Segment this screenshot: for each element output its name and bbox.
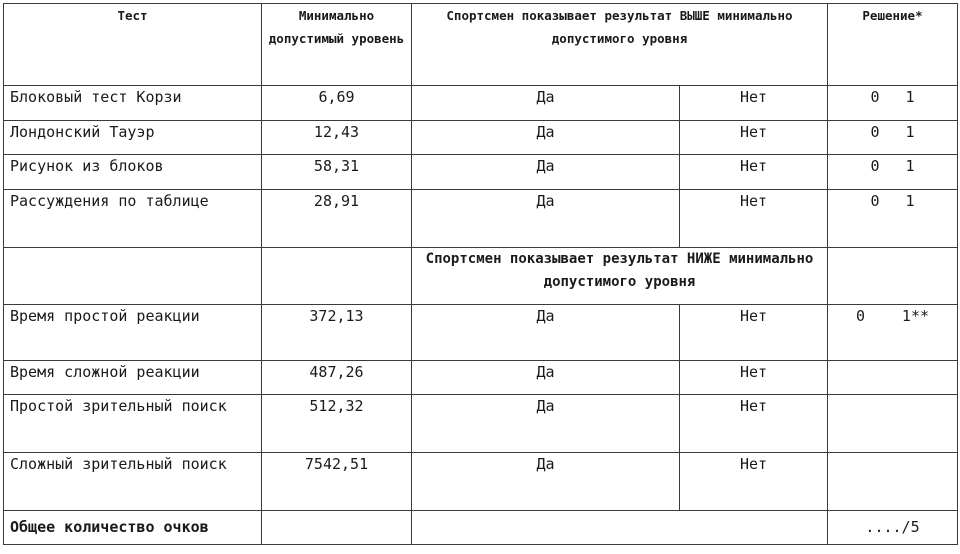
- test-name: Рисунок из блоков: [4, 155, 262, 190]
- min-value: 487,26: [262, 361, 412, 395]
- table-row: [4, 395, 958, 453]
- decision-cell: [828, 155, 958, 190]
- decision-cell: [828, 453, 958, 511]
- yes-cell: Да: [412, 86, 680, 121]
- test-name: Простой зрительный поиск: [4, 395, 262, 453]
- test-name: Время сложной реакции: [4, 361, 262, 395]
- header-decision: Решение*: [828, 4, 958, 86]
- yes-cell: Да: [412, 121, 680, 155]
- header-min-level: Минимально допустимый уровень: [262, 4, 412, 86]
- test-name: Лондонский Тауэр: [4, 121, 262, 155]
- decision-0: 0: [870, 88, 880, 106]
- decision-0: 0: [856, 307, 866, 325]
- table-row: [4, 361, 958, 395]
- decision-0: 0: [870, 192, 880, 210]
- total-value: ..../5: [828, 511, 958, 545]
- table-row: [4, 453, 958, 511]
- decision-1: 1: [905, 192, 915, 210]
- decision-0: 0: [870, 123, 880, 141]
- min-value: 372,13: [262, 305, 412, 361]
- decision-cell: [828, 190, 958, 248]
- decision-1: 1: [905, 123, 915, 141]
- results-table: [3, 3, 958, 545]
- no-cell: Нет: [680, 190, 828, 248]
- test-name: Сложный зрительный поиск: [4, 453, 262, 511]
- table-row: [4, 305, 958, 361]
- header-row: [4, 4, 958, 86]
- no-cell: Нет: [680, 395, 828, 453]
- min-value: 28,91: [262, 190, 412, 248]
- no-cell: Нет: [680, 155, 828, 190]
- test-name: Время простой реакции: [4, 305, 262, 361]
- yes-cell: Да: [412, 155, 680, 190]
- no-cell: Нет: [680, 361, 828, 395]
- table-row: [4, 155, 958, 190]
- test-name: Рассуждения по таблице: [4, 190, 262, 248]
- decision-cell: [828, 361, 958, 395]
- decision-1: 1: [905, 88, 915, 106]
- empty-cell: [412, 511, 828, 545]
- min-value: 12,43: [262, 121, 412, 155]
- min-value: 6,69: [262, 86, 412, 121]
- section-header-row: [4, 248, 958, 305]
- decision-1: 1: [905, 157, 915, 175]
- yes-cell: Да: [412, 190, 680, 248]
- no-cell: Нет: [680, 305, 828, 361]
- total-label: Общее количество очков: [4, 511, 262, 545]
- min-value: 512,32: [262, 395, 412, 453]
- empty-cell: [828, 248, 958, 305]
- empty-cell: [262, 511, 412, 545]
- yes-cell: Да: [412, 361, 680, 395]
- decision-cell: [828, 305, 958, 361]
- table-row: [4, 190, 958, 248]
- yes-cell: Да: [412, 305, 680, 361]
- no-cell: Нет: [680, 453, 828, 511]
- yes-cell: Да: [412, 453, 680, 511]
- empty-cell: [262, 248, 412, 305]
- empty-cell: [4, 248, 262, 305]
- test-name: Блоковый тест Корзи: [4, 86, 262, 121]
- header-above: Спортсмен показывает результат ВЫШЕ минимально допустимого уровня: [412, 4, 828, 86]
- decision-cell: [828, 86, 958, 121]
- decision-cell: [828, 395, 958, 453]
- decision-cell: [828, 121, 958, 155]
- decision-0: 0: [870, 157, 880, 175]
- yes-cell: Да: [412, 395, 680, 453]
- min-value: 58,31: [262, 155, 412, 190]
- min-value: 7542,51: [262, 453, 412, 511]
- decision-1: 1**: [901, 307, 930, 325]
- table-row: [4, 121, 958, 155]
- total-row: [4, 511, 958, 545]
- header-test: Тест: [4, 4, 262, 86]
- section-below-header: Спортсмен показывает результат НИЖЕ минимально допустимого уровня: [412, 248, 828, 305]
- no-cell: Нет: [680, 121, 828, 155]
- no-cell: Нет: [680, 86, 828, 121]
- table-row: [4, 86, 958, 121]
